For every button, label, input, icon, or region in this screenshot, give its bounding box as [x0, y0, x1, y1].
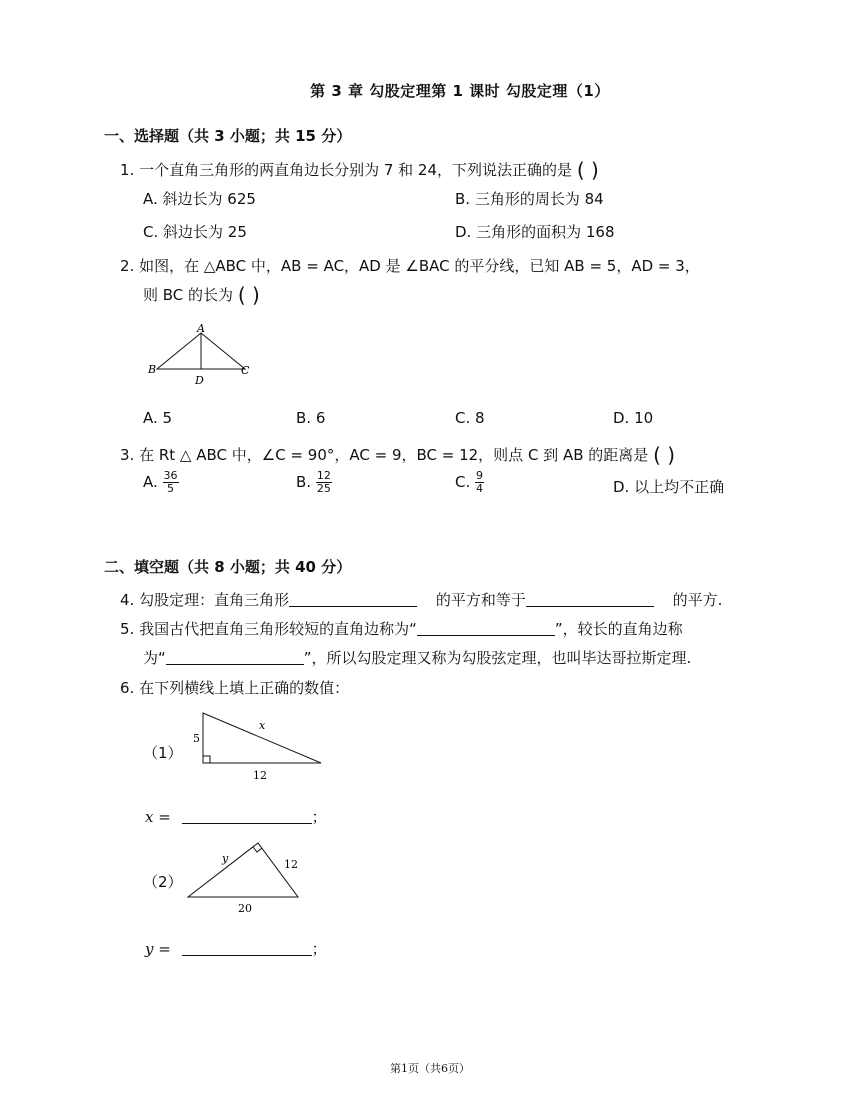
option-1c[interactable]: C. 斜边长为 25	[143, 223, 247, 241]
answer-blank-x[interactable]	[182, 809, 312, 824]
vertex-label-d: D	[195, 374, 204, 387]
vertex-label-c: C	[241, 364, 250, 377]
question-4-text-a: 4. 勾股定理：直角三角形	[120, 591, 290, 609]
leg-label-y: y	[222, 852, 229, 865]
section-heading-fill: 二、填空题（共 8 小题；共 40 分）	[104, 558, 352, 576]
option-2a[interactable]: A. 5	[143, 409, 173, 427]
hypotenuse-label-20: 20	[238, 902, 252, 915]
question-1-text: 1. 一个直角三角形的两直角边长分别为 7 和 24，下列说法正确的是	[120, 161, 573, 179]
answer-blank-y[interactable]	[182, 941, 312, 956]
question-6: 6. 在下列横线上填上正确的数值：	[120, 679, 350, 697]
option-label: B.	[296, 473, 312, 491]
question-5-line1	[120, 618, 683, 639]
option-2b[interactable]: B. 6	[296, 409, 326, 427]
variable-x: x =	[145, 808, 171, 826]
answer-paren[interactable]: ( )	[576, 158, 599, 182]
part-2-label: （2）	[143, 873, 183, 891]
section-heading-choice: 一、选择题（共 3 小题；共 15 分）	[104, 127, 352, 145]
page-number-footer: 第1页（共6页）	[390, 1062, 470, 1075]
question-3-text: 3. 在 Rt △ ABC 中，∠C = 90°，AC = 9，BC = 12，则点 C 到 AB 的距离是	[120, 446, 649, 464]
fraction-9-4: $\frac{9}{4}$	[476, 469, 484, 495]
hypotenuse-label-x: x	[259, 719, 266, 732]
option-2c[interactable]: C. 8	[455, 409, 485, 427]
vertex-label-b: B	[148, 363, 157, 376]
part-1-label: （1）	[143, 744, 183, 762]
question-5-line2	[143, 647, 691, 668]
semicolon: ；	[311, 940, 327, 958]
question-5-text-c: 为“	[143, 649, 166, 667]
question-4-text-c: 的平方.	[672, 591, 723, 609]
answer-paren[interactable]: ( )	[653, 443, 676, 467]
answer-blank-4a[interactable]	[289, 592, 417, 607]
leg-label-5: 5	[193, 732, 200, 745]
vertex-label-a: A	[197, 322, 205, 335]
leg-label-12: 12	[253, 769, 267, 782]
question-2-line2	[143, 283, 260, 307]
triangle-abc-figure	[140, 318, 270, 390]
answer-paren[interactable]: ( )	[237, 283, 260, 307]
page-title: 第 3 章 勾股定理第 1 课时 勾股定理（1）	[310, 82, 610, 100]
answer-2-row	[145, 938, 327, 959]
answer-blank-4b[interactable]	[526, 592, 654, 607]
question-4	[120, 589, 722, 610]
semicolon: ；	[311, 808, 327, 826]
option-label: A.	[143, 473, 158, 491]
option-1b[interactable]: B. 三角形的周长为 84	[455, 190, 604, 208]
question-1	[120, 158, 599, 182]
question-4-text-b: 的平方和等于	[435, 591, 526, 609]
variable-y: y =	[145, 940, 171, 958]
right-angle-mark	[203, 756, 210, 763]
option-3a[interactable]	[143, 470, 179, 495]
option-3d[interactable]: D. 以上均不正确	[613, 478, 725, 496]
fraction-12-25: $\frac{12}{25}$	[316, 469, 331, 495]
question-5-text-a: 5. 我国古代把直角三角形较短的直角边称为“	[120, 620, 417, 638]
answer-1-row	[145, 806, 327, 827]
leg-label-12: 12	[284, 858, 298, 871]
question-2-text: 则 BC 的长为	[143, 286, 234, 304]
question-5-text-d: ”，所以勾股定理又称为勾股弦定理，也叫毕达哥拉斯定理.	[303, 649, 692, 667]
question-2-line1: 2. 如图，在 △ABC 中，AB = AC，AD 是 ∠BAC 的平分线，已知 AB = 5，AD = 3，	[120, 257, 700, 275]
question-3	[120, 443, 675, 467]
option-1d[interactable]: D. 三角形的面积为 168	[455, 223, 615, 241]
fraction-36-5: $\frac{36}{5}$	[163, 469, 178, 495]
option-label: C.	[455, 473, 471, 491]
right-triangle-2	[188, 843, 298, 897]
answer-blank-5a[interactable]	[417, 621, 555, 636]
right-angle-mark	[253, 847, 262, 852]
option-3c[interactable]	[455, 470, 484, 495]
question-5-text-b: ”，较长的直角边称	[554, 620, 683, 638]
option-3b[interactable]	[296, 470, 332, 495]
answer-blank-5b[interactable]	[166, 650, 304, 665]
option-1a[interactable]: A. 斜边长为 625	[143, 190, 256, 208]
right-triangle-figure-2	[180, 835, 310, 920]
right-triangle-figure-1	[188, 708, 328, 788]
option-2d[interactable]: D. 10	[613, 409, 654, 427]
